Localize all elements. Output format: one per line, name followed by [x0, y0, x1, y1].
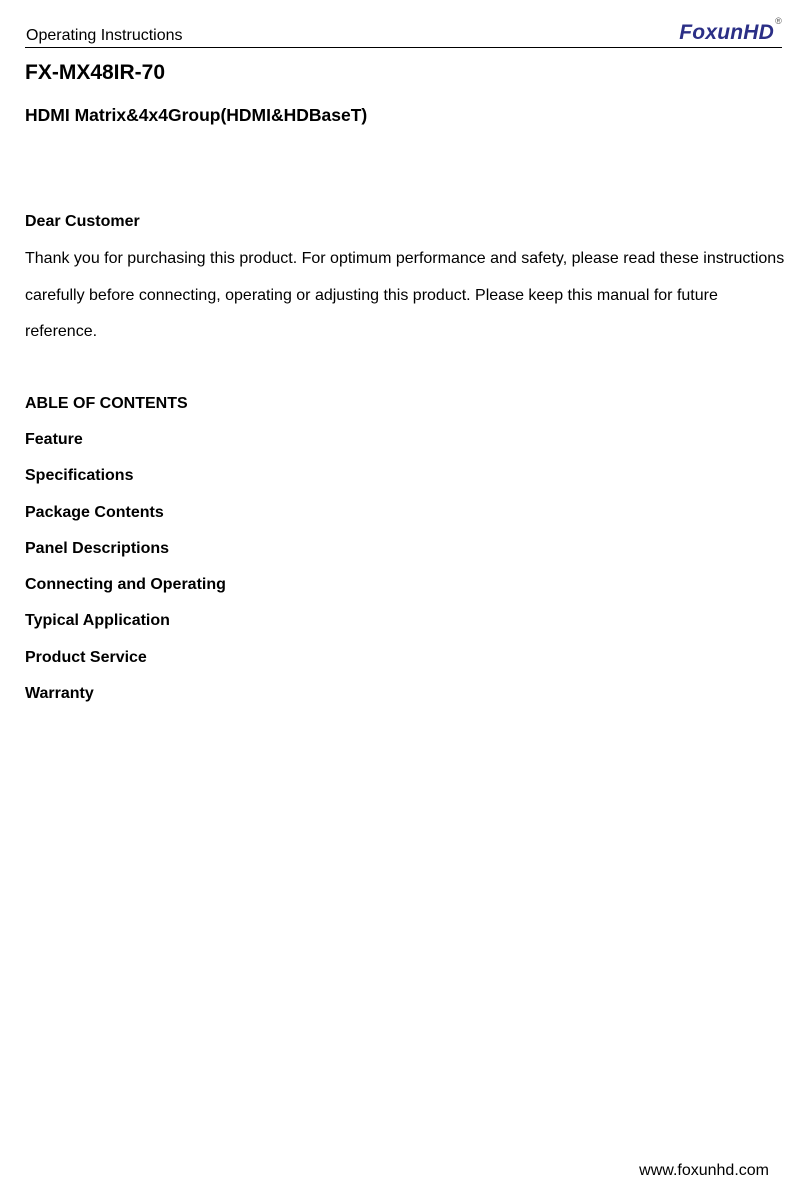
- header-title: Operating Instructions: [26, 27, 183, 44]
- brand-logo: [679, 16, 782, 45]
- toc-item-package-contents: Package Contents: [25, 503, 164, 521]
- intro-paragraph: Thank you for purchasing this product. For optimum performance and safety, please read these instructions carefully before connecting, operating or adjusting this product. Please keep this manual for future reference.: [25, 250, 785, 340]
- toc-heading: ABLE OF CONTENTS: [25, 395, 188, 412]
- toc-list: [25, 430, 226, 720]
- toc-item-panel-descriptions: Panel Descriptions: [25, 539, 170, 557]
- toc-item-specifications: Specifications: [25, 467, 134, 485]
- registered-mark: ®: [775, 16, 782, 26]
- toc-item-product-service: Product Service: [25, 648, 147, 666]
- toc-item-feature: Feature: [25, 431, 83, 448]
- toc-item-warranty: Warranty: [25, 685, 94, 703]
- toc-item-typical-application: Typical Application: [25, 612, 170, 630]
- toc-item-connecting-operating: Connecting and Operating: [25, 576, 226, 594]
- model-number: FX-MX48IR-70: [25, 61, 166, 84]
- greeting-heading: Dear Customer: [25, 213, 140, 230]
- page-header: [25, 16, 782, 48]
- product-subtitle: HDMI Matrix&4x4Group(HDMI&HDBaseT): [25, 105, 368, 125]
- footer-url: www.foxunhd.com: [639, 1162, 769, 1179]
- logo-text: FoxunHD: [679, 21, 774, 44]
